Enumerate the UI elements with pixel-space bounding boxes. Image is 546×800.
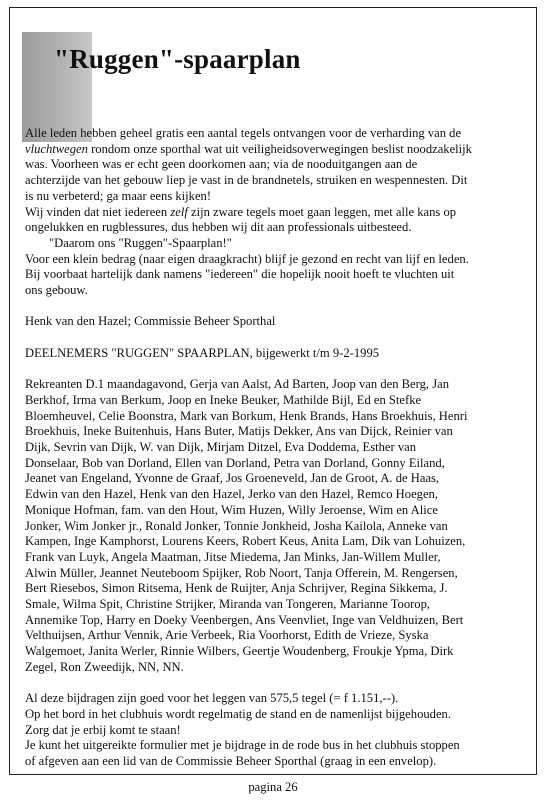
participants-line: Bert Riesebos, Simon Ritsema, Henk de Ruijter, Anja Schrijver, Regina Sikkema, J. <box>25 581 448 596</box>
page-title: "Ruggen"-spaarplan <box>54 44 301 74</box>
intro-line: Alle leden hebben geheel gratis een aantal tegels ontvangen voor de verharding van de <box>25 126 462 140</box>
closing-line: Zorg dat je erbij komt te staan! <box>25 722 181 737</box>
participants-line: Frank van Luyk, Angela Maatman, Jitse Miedema, Jan Minks, Jan-Willem Muller, <box>25 549 441 564</box>
intro-line-post: zijn zware tegels moet gaan leggen, met alle kans op <box>187 204 457 219</box>
participants-line: Dijk, Sevrin van Dijk, W. van Dijk, Mirjam Ditzel, Eva Doddema, Esther van <box>25 440 417 455</box>
intro-line: Voor een klein bedrag (naar eigen draagkracht) blijf je gezond en recht van lijf en leden. <box>25 251 469 266</box>
participants-line: Jonker, Wim Jonker jr., Ronald Jonker, Tonnie Jonkheid, Josha Kailola, Anneke van <box>25 518 448 533</box>
participants-heading: DEELNEMERS "RUGGEN" SPAARPLAN, bijgewerkt t/m 9-2-1995 <box>25 345 380 360</box>
intro-line: achterzijde van het gebouw liep je vast in de brandnetels, struiken en wespennesten. Dit <box>25 173 468 188</box>
participants-line: Bloemheuvel, Celie Boonstra, Mark van Borkum, Henk Brands, Hans Broekhuis, Henri <box>25 408 468 423</box>
intro-line: ongelukken en rugblessures, dus hebben wij dit aan professionals uitbesteed. <box>25 220 412 235</box>
participants-line: Rekreanten D.1 maandagavond, Gerja van Aalst, Ad Barten, Joop van den Berg, Jan <box>25 377 449 392</box>
intro-line-rest: rondom onze sporthal wat uit veiligheidsoverwegingen beslist noodzakelijk <box>87 141 472 156</box>
closing-line: of afgeven aan een lid van de Commissie Beheer Sporthal (graag in een envelop). <box>25 754 437 769</box>
participants-line: Annemike Top, Harry en Doeky Veenbergen, Ans Veenvliet, Inge van Veldhuizen, Bert <box>25 612 464 627</box>
participants-line: Smale, Wilma Spit, Christine Strijker, Miranda van Tongeren, Marianne Toorop, <box>25 597 431 612</box>
page-number: pagina 26 <box>248 780 298 794</box>
signature: Henk van den Hazel; Commissie Beheer Sporthal <box>25 314 276 329</box>
intro-line: is nu verbeterd; ga maar eens kijken! <box>25 188 212 203</box>
intro-line <box>25 205 527 221</box>
participants-line: Zegel, Ron Zweedijk, NN, NN. <box>25 659 184 674</box>
participants-line: Broekhuis, Ineke Buitenhuis, Hans Buter, Matijs Dekker, Ans van Dijck, Reinier van <box>25 424 453 439</box>
intro-line <box>25 142 527 158</box>
closing-line: Al deze bijdragen zijn goed voor het leggen van 575,5 tegel (= f 1.151,--). <box>25 691 399 706</box>
closing-paragraph <box>25 691 527 770</box>
participants-line: Alwin Müller, Jeannet Neuteboom Spijker, Rob Noort, Tanja Offerein, M. Rengersen, <box>25 565 458 580</box>
participants-line: Jeanet van Engeland, Yvonne de Graaf, Jos Groeneveld, Jan de Groot, A. de Haas, <box>25 471 440 486</box>
participants-line: Kampen, Inge Kamphorst, Lourens Keers, Robert Keus, Anita Lam, Dik van Lohuizen, <box>25 534 466 549</box>
participants-line: Walgemoet, Janita Werler, Rinnie Wilbers, Geertje Woudenberg, Froukje Ypma, Dirk <box>25 644 454 659</box>
participants-line: Berkhof, Irma van Berkum, Joop en Ineke Beuker, Mathilde Bijl, Ed en Stefke <box>25 392 422 407</box>
intro-emphasis: vluchtwegen <box>25 141 88 156</box>
participants-line: Monique Hofman, fam. van den Hout, Wim Huzen, Willy Jeroense, Wim en Alice <box>25 502 438 517</box>
intro-line: was. Voorheen was er echt geen doorkomen aan; via de nooduitgangen aan de <box>25 157 418 172</box>
participants-line: Edwin van den Hazel, Henk van den Hazel, Jerko van den Hazel, Remco Hoegen, <box>25 487 438 502</box>
participants-list <box>25 377 527 675</box>
article-body <box>25 126 527 770</box>
intro-line: ons gebouw. <box>25 283 88 298</box>
closing-line: Op het bord in het clubhuis wordt regelmatig de stand en de namenlijst bijgehouden. <box>25 706 451 721</box>
participants-line: Donselaar, Bob van Dorland, Ellen van Dorland, Petra van Dorland, Gonny Eiland, <box>25 455 445 470</box>
intro-emphasis: zelf <box>170 204 188 219</box>
intro-line-pre: Wij vinden dat niet iedereen <box>25 204 171 219</box>
closing-line: Je kunt het uitgereikte formulier met je bijdrage in de rode bus in het clubhuis stoppen <box>25 738 460 753</box>
intro-slogan: "Daarom ons "Ruggen"-Spaarplan!" <box>49 235 232 250</box>
intro-line: Bij voorbaat hartelijk dank namens "iedereen" die hopelijk nooit hoeft te vluchten uit <box>25 267 455 282</box>
participants-line: Velthuijsen, Arthur Vennik, Arie Verbeek, Ria Voorhorst, Edith de Vrieze, Syska <box>25 628 429 643</box>
